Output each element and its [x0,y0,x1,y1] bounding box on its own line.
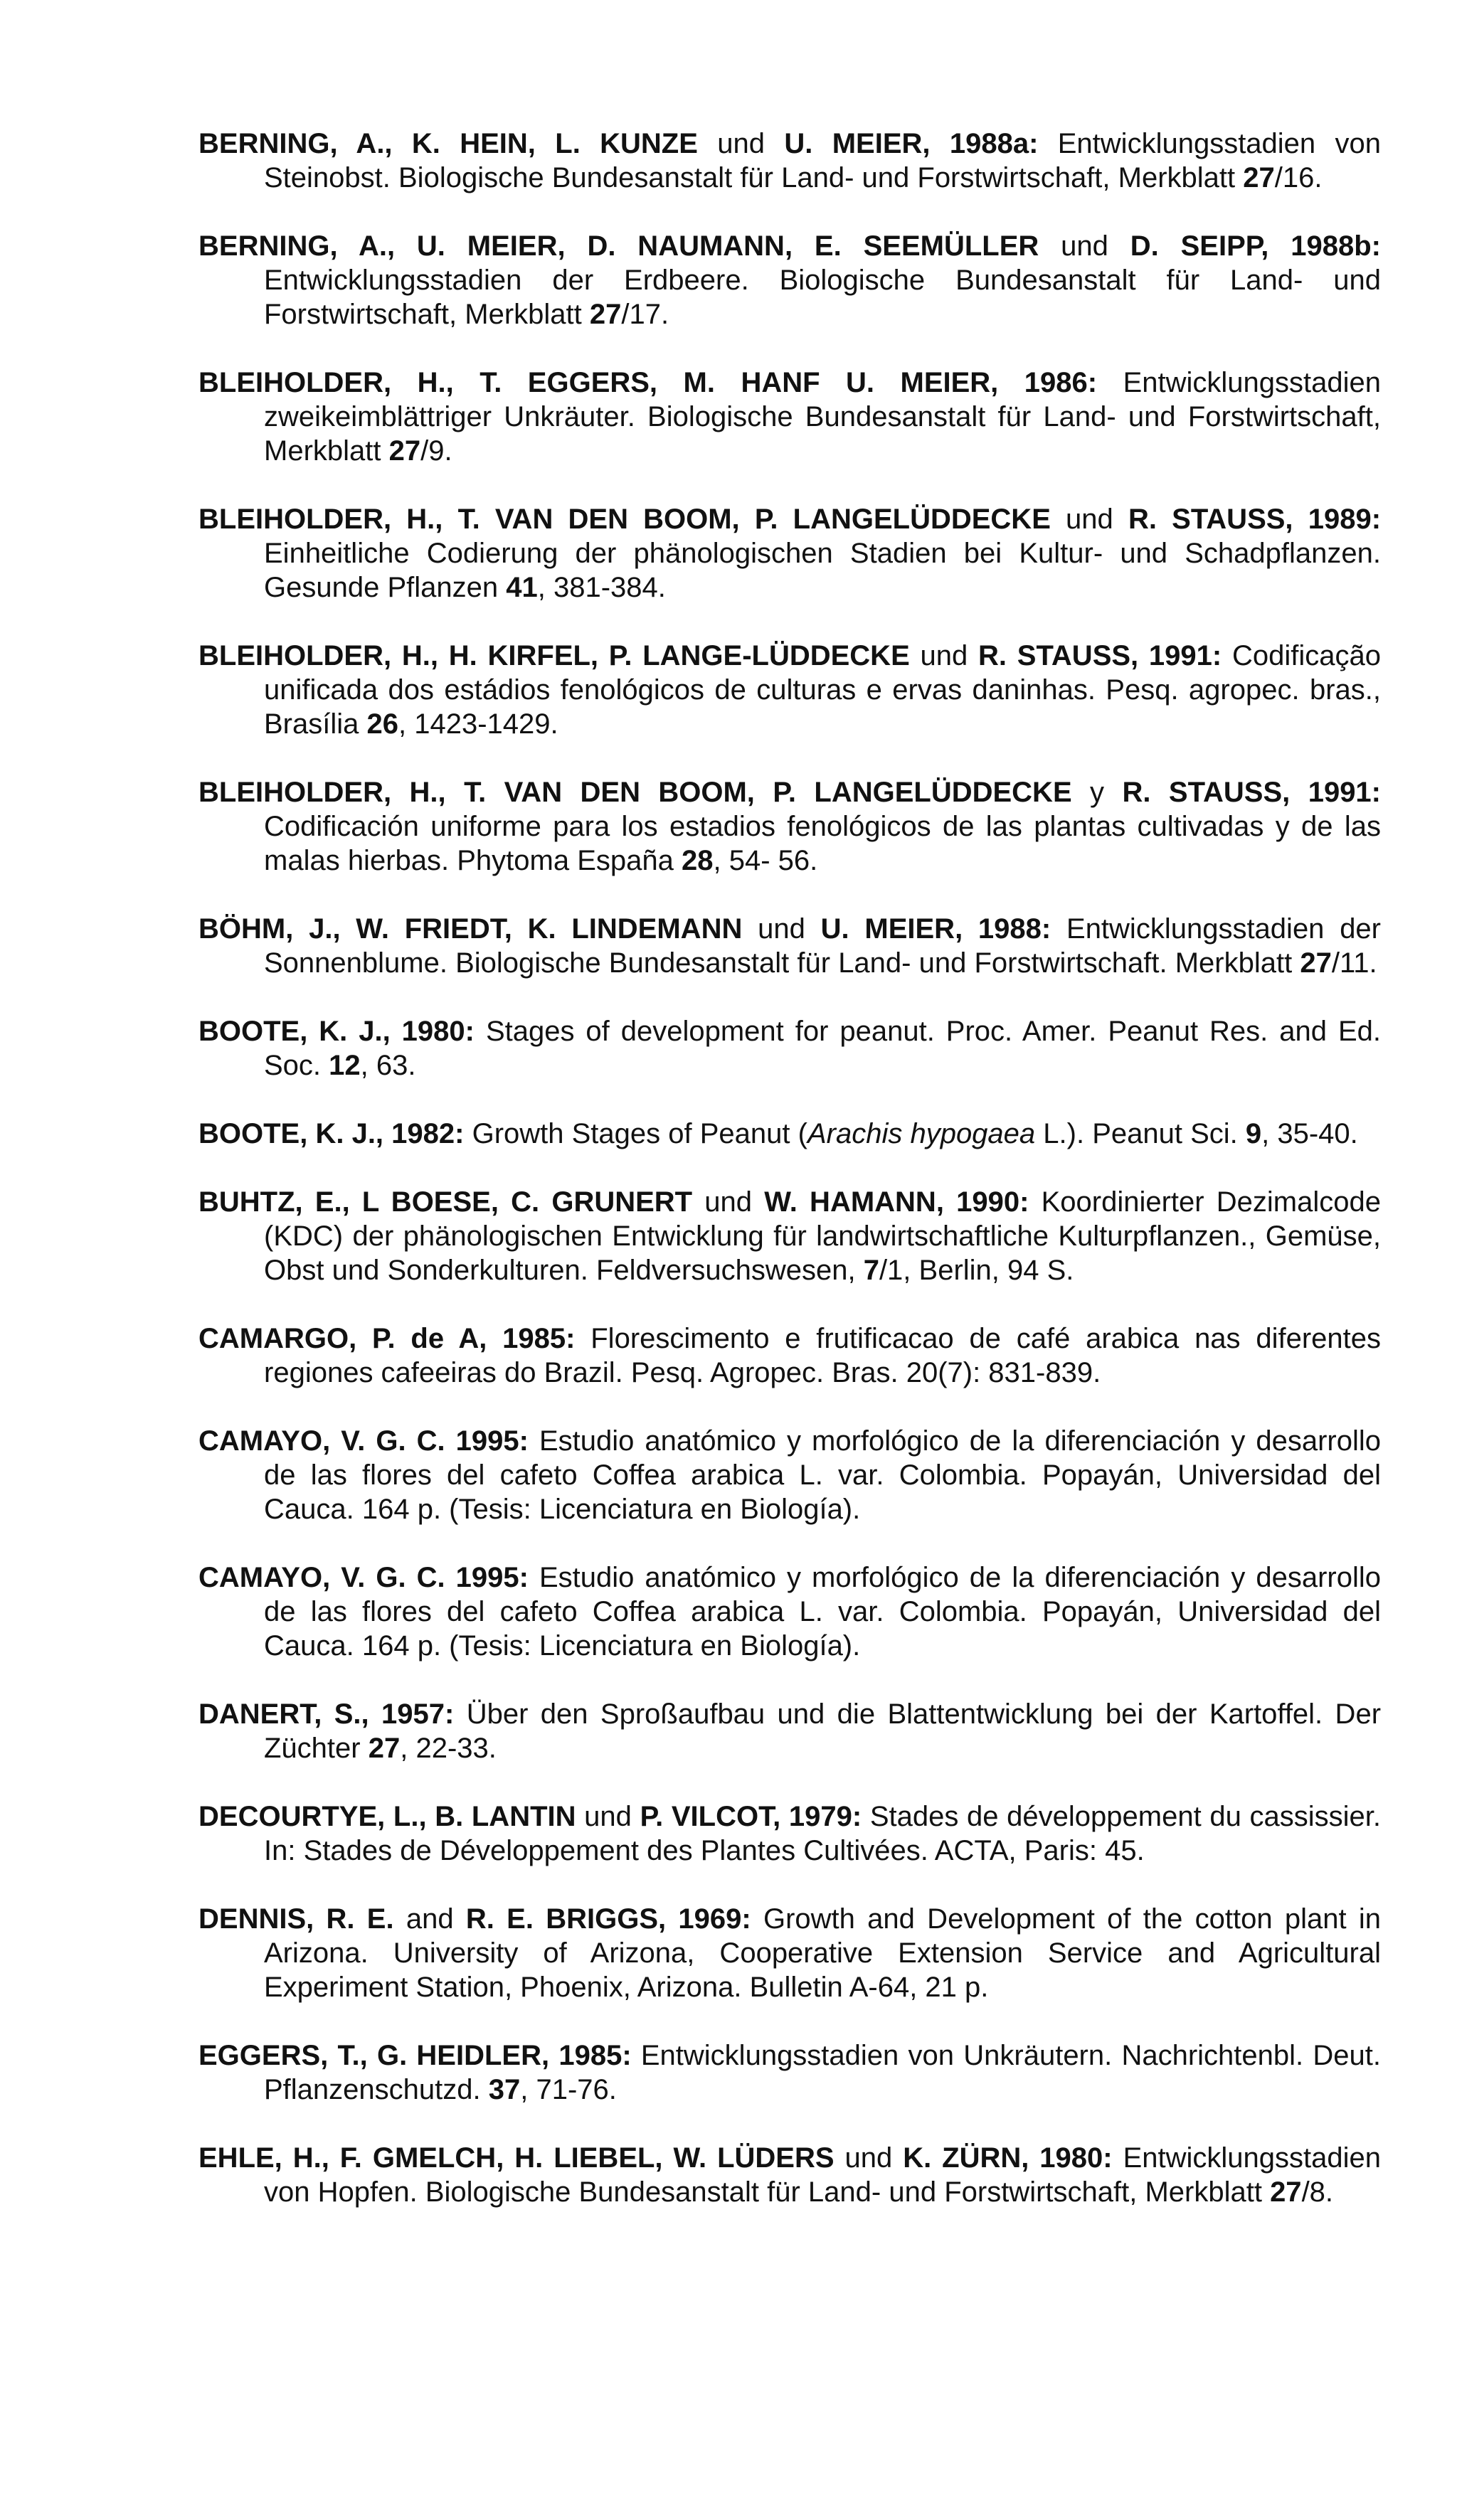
reference-text: , 381-384. [537,572,666,603]
reference-text: und [576,1801,640,1832]
reference-bold-text: CAMAYO, V. G. C. 1995: [198,1425,529,1457]
reference-bold-text: BLEIHOLDER, H., T. VAN DEN BOOM, P. LANGELÜDDECKE [198,504,1051,535]
reference-bold-text: BLEIHOLDER, H., T. VAN DEN BOOM, P. LANGELÜDDECKE [198,777,1072,808]
reference-bold-text: CAMAYO, V. G. C. 1995: [198,1562,529,1593]
reference-bold-text: EHLE, H., F. GMELCH, H. LIEBEL, W. LÜDERS [198,2142,835,2174]
reference-entry [198,1014,1381,1083]
reference-text: Codificación uniforme para los estadios fenológicos de las plantas cultivadas y de las malas hierbas. Phytoma España [264,811,1381,876]
reference-bold-text: R. STAUSS, 1991: [1122,777,1382,808]
reference-bold-text: 27 [368,1733,401,1764]
reference-text: Entwicklungsstadien zweikeimblättriger Unkräuter. Biologische Bundesanstalt für Land- und Forstwirtschaft, Merkblatt [264,367,1381,467]
reference-entry [198,1424,1381,1526]
reference-text: L.). Peanut Sci. [1035,1118,1246,1149]
reference-bold-text: DECOURTYE, L., B. LANTIN [198,1801,576,1832]
reference-bold-text: BLEIHOLDER, H., T. EGGERS, M. HANF U. MEIER, 1986: [198,367,1098,398]
reference-bold-text: BERNING, A., K. HEIN, L. KUNZE [198,128,698,159]
reference-entry [198,912,1381,980]
reference-bold-text: DENNIS, R. E. [198,1903,394,1935]
reference-entry [198,1322,1381,1390]
reference-bold-text: 12 [329,1050,361,1081]
reference-entry [198,2038,1381,2107]
reference-text: Stades de développement du cassissier. In: Stades de Développement des Plantes Cultivées. ACTA, Paris: 45. [264,1801,1381,1866]
reference-text: Codificação unificada dos estádios fenológicos de culturas e ervas daninhas. Pesq. agropec. bras., Brasília [264,640,1381,740]
reference-entry [198,1561,1381,1663]
reference-bold-text: 37 [488,2074,521,2105]
reference-text: Entwicklungsstadien der Erdbeere. Biologische Bundesanstalt für Land- und Forstwirtschaft, Merkblatt [264,265,1381,330]
reference-bold-text: 28 [681,845,714,876]
reference-text: Über den Sproßaufbau und die Blattentwicklung bei der Kartoffel. Der Züchter [264,1698,1382,1764]
reference-bold-text: 7 [863,1255,879,1286]
reference-bold-text: 27 [1243,162,1275,193]
reference-text: /1, Berlin, 94 S. [879,1255,1074,1286]
reference-entry [198,229,1381,331]
reference-bold-text: W. HAMANN, 1990: [764,1186,1029,1218]
reference-text: Koordinierter Dezimalcode (KDC) der phänologischen Entwicklung für landwirtschaftliche Kulturpflanzen., Gemüse, Obst und Sonderkulturen. Feldversuchswesen, [264,1186,1382,1286]
reference-text: , 22-33. [400,1733,497,1764]
reference-bold-text: 27 [388,435,421,467]
reference-bold-text: P. VILCOT, 1979: [640,1801,862,1832]
reference-text: Estudio anatómico y morfológico de la diferenciación y desarrollo de las flores del cafeto Coffea arabica L. var. Colombia. Popayán, Universidad del Cauca. 164 p. (Tesis: Licenciatura en Biología). [264,1425,1381,1525]
reference-text: , 71-76. [520,2074,617,2105]
reference-entry [198,639,1381,741]
reference-text: Entwicklungsstadien von Unkräutern. Nachrichtenbl. Deut. Pflanzenschutzd. [264,2040,1381,2105]
reference-text: und [1039,230,1130,262]
reference-text: , 35-40. [1261,1118,1358,1149]
reference-bold-text: BLEIHOLDER, H., H. KIRFEL, P. LANGE-LÜDDECKE [198,640,910,671]
reference-entry [198,1697,1381,1765]
reference-bold-text: EGGERS, T., G. HEIDLER, 1985: [198,2040,632,2071]
reference-text: und [1050,504,1128,535]
reference-text: /8. [1301,2176,1334,2208]
reference-entry [198,1799,1381,1868]
reference-bold-text: U. MEIER, 1988a: [784,128,1039,159]
reference-text: , 63. [360,1050,416,1081]
reference-entry [198,1117,1381,1151]
reference-bold-text: 9 [1245,1118,1262,1149]
reference-entry [198,775,1381,878]
reference-text: und [909,640,979,671]
reference-bold-text: 27 [589,299,622,330]
reference-text: Entwicklungsstadien der Sonnenblume. Biologische Bundesanstalt für Land- und Forstwirtschaft. Merkblatt [264,913,1382,979]
reference-bold-text: R. STAUSS, 1991: [978,640,1222,671]
reference-bold-text: CAMARGO, P. de A, 1985: [198,1323,576,1354]
reference-text: und [834,2142,904,2174]
reference-entry [198,2141,1381,2209]
reference-text: Estudio anatómico y morfológico de la diferenciación y desarrollo de las flores del cafeto Coffea arabica L. var. Colombia. Popayán, Universidad del Cauca. 164 p. (Tesis: Licenciatura en Biología). [264,1562,1381,1662]
reference-bold-text: D. SEIPP, 1988b: [1130,230,1381,262]
reference-bold-text: K. ZÜRN, 1980: [903,2142,1113,2174]
reference-entry [198,1902,1381,2004]
reference-text: and [393,1903,466,1935]
reference-text: y [1071,777,1123,808]
reference-bold-text: R. STAUSS, 1989: [1128,504,1382,535]
reference-entry [198,366,1381,468]
reference-text: Entwicklungsstadien von Steinobst. Biologische Bundesanstalt für Land- und Forstwirtschaft, Merkblatt [264,128,1382,193]
reference-list [198,127,1381,2243]
reference-bold-text: BÖHM, J., W. FRIEDT, K. LINDEMANN [198,913,743,945]
reference-text: Growth Stages of Peanut ( [464,1118,807,1149]
reference-bold-text: BOOTE, K. J., 1980: [198,1016,475,1047]
reference-text: Einheitliche Codierung der phänologischen Stadien bei Kultur- und Schadpflanzen. Gesunde Pflanzen [264,538,1381,603]
reference-bold-text: BUHTZ, E., L BOESE, C. GRUNERT [198,1186,693,1218]
reference-text: /9. [420,435,452,467]
reference-text: Growth and Development of the cotton plant in Arizona. University of Arizona, Cooperative Extension Service and Agricultural Experiment Station, Phoenix, Arizona. Bulletin A-64, 21 p. [264,1903,1382,2003]
reference-italic-text: Arachis hypogaea [807,1118,1036,1149]
reference-text: und [697,128,785,159]
reference-bold-text: 27 [1300,947,1332,979]
reference-bold-text: R. E. BRIGGS, 1969: [465,1903,751,1935]
reference-text: Stages of development for peanut. Proc. Amer. Peanut Res. and Ed. Soc. [264,1016,1381,1081]
reference-text: /11. [1331,947,1377,979]
reference-text: und [742,913,821,945]
reference-text: und [692,1186,765,1218]
reference-bold-text: DANERT, S., 1957: [198,1698,455,1730]
reference-text: , 54- 56. [713,845,818,876]
reference-bold-text: 41 [506,572,538,603]
reference-entry [198,502,1381,605]
reference-bold-text: BOOTE, K. J., 1982: [198,1118,465,1149]
reference-bold-text: 27 [1270,2176,1302,2208]
reference-text: Florescimento e frutificacao de café arabica nas diferentes regiones cafeeiras do Brazil. Pesq. Agropec. Bras. 20(7): 831-839. [264,1323,1381,1388]
reference-text: /16. [1274,162,1323,193]
reference-bold-text: BERNING, A., U. MEIER, D. NAUMANN, E. SEEMÜLLER [198,230,1039,262]
reference-text: , 1423-1429. [398,708,558,740]
reference-text: Entwicklungsstadien von Hopfen. Biologische Bundesanstalt für Land- und Forstwirtschaft, Merkblatt [264,2142,1381,2208]
reference-bold-text: 26 [366,708,398,740]
reference-entry [198,1185,1381,1287]
reference-bold-text: U. MEIER, 1988: [820,913,1051,945]
reference-entry [198,127,1381,195]
reference-text: /17. [621,299,669,330]
